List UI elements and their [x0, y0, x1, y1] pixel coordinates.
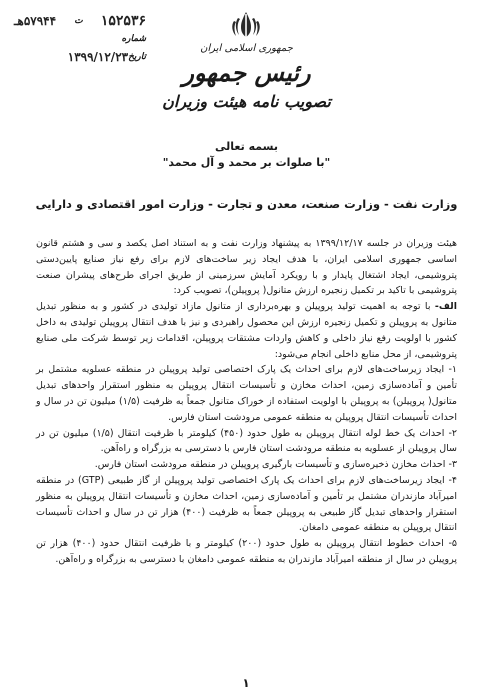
republic-title: جمهوری اسلامی ایران [200, 43, 293, 54]
iran-emblem-icon [229, 10, 263, 40]
section-alef-text: با توجه به اهمیت تولید پروپیلن و بهره‌برداری از متانول مازاد تولیدی در کشور و به منظور تبدیل متانول به پروپیلن و تکمیل زنجیره ارزش این محصول راهبردی و نیز با هدف انتقال پروپیلن تولیدی به داخل کشور با اولویت رفع نیاز داخلی و کاهش واردات مشتقات پروپیلن، اقدامات زیر توسط شرکت ملی صنایع پتروشیمی، از محل منابع داخلی انجام می‌شود: [36, 301, 457, 360]
section-alef-label: الف- [434, 301, 457, 313]
date-value: ۱۳۹۹/۱۲/۲۳ [67, 50, 129, 64]
president-title: رئیس جمهور [182, 58, 311, 87]
reference-number-label: ت [74, 16, 83, 26]
addressees: وزارت نفت - وزارت صنعت، معدن و تجارت - وزارت امور اقتصادی و دارایی [35, 197, 458, 211]
section-alef [36, 299, 457, 362]
decree-title: تصویب نامه هیئت وزیران [162, 92, 331, 111]
list-item-5: ۵- احداث خطوط انتقال پروپیلن به طول حدود (۲۰۰) کیلومتر و با ظرفیت انتقال حدود (۴۰۰) هزار تن پروپیلن در سال از منطقه امیرآباد مازندران به منطقه عمومی دامغان با دسترسی به بزرگراه و راه‌آهن. [36, 538, 457, 565]
shomare-label: شماره [121, 34, 146, 44]
date-row [67, 48, 146, 66]
shomare-row [74, 30, 146, 48]
intro-paragraph: هیئت وزیران در جلسه ۱۳۹۹/۱۲/۱۷ به پیشنهاد وزارت نفت و به استناد اصل یکصد و سی و هشتم قانون اساسی جمهوری اسلامی ایران، با هدف ایجاد زیر ساخت‌های لازم برای رفع نیاز صنایع پایین‌دستی پتروشیمی، ایجاد اشتغال پایدار و با رویکرد آمایش سرزمینی از طریق اجرای طرح‌های پیشران صنعت پتروشیمی با تاکید بر تکمیل زنجیره ارزش متانول( پروپیلن)، تصویب کرد: [36, 238, 458, 297]
bismillah: بسمه تعالی [215, 140, 278, 153]
salavat: "با صلوات بر محمد و آل محمد" [162, 156, 331, 169]
reference-code: ۵۷۹۴۴هـ [14, 14, 57, 28]
decree-body [36, 236, 457, 568]
list-item-3: ۳- احداث مخازن ذخیره‌سازی و تأسیسات بارگیری پروپیلن در منطقه مرودشت استان فارس. [94, 459, 457, 471]
list-item-2: ۲- احداث یک خط لوله انتقال پروپیلن به طول حدود (۴۵۰) کیلومتر با ظرفیت انتقال (۱/۵) میلیون تن در سال پروپیلن از عسلویه به منطقه مرودشت استان فارس با دسترسی به بزرگراه و راه‌آهن. [36, 427, 458, 455]
reference-number-row [14, 12, 146, 30]
date-label: تاریخ [128, 52, 146, 62]
reference-number: ۱۵۲۵۳۶ [100, 13, 146, 29]
page-number: ۱ [242, 676, 250, 690]
list-item-1: ۱- ایجاد زیرساخت‌های لازم برای احداث یک پارک اختصاصی تولید پروپیلن در منطقه عسلویه مشتمل بر تأمین و آماده‌سازی زمین، احداث مخازن و تأسیسات انتقال پروپیلن به منظور استقرار واحدهای تبدیل متانول( پروپیلن) به پروپیلن با اولویت استفاده از خوراک متانول جمعاً به ظرفیت (۱/۵) میلیون تن در سال و احداث تأسیسات انتقال پروپیلن به منطقه عمومی مرودشت استان فارس. [36, 364, 457, 423]
reference-block [14, 12, 146, 66]
list-item-4: ۴- ایجاد زیرساخت‌های لازم برای احداث یک پارک اختصاصی تولید پروپیلن از گاز طبیعی (GTP) در منطقه امیرآباد مازندران مشتمل بر تأمین و آماده‌سازی زمین، احداث مخازن و تأسیسات انتقال پروپیلن به منظور استقرار واحدهای تبدیل گاز طبیعی به پروپیلن جمعاً به ظرفیت (۴۰۰) هزار تن در سال و احداث تأسیسات انتقال پروپیلن به منطقه عمومی دامغان. [36, 474, 457, 534]
